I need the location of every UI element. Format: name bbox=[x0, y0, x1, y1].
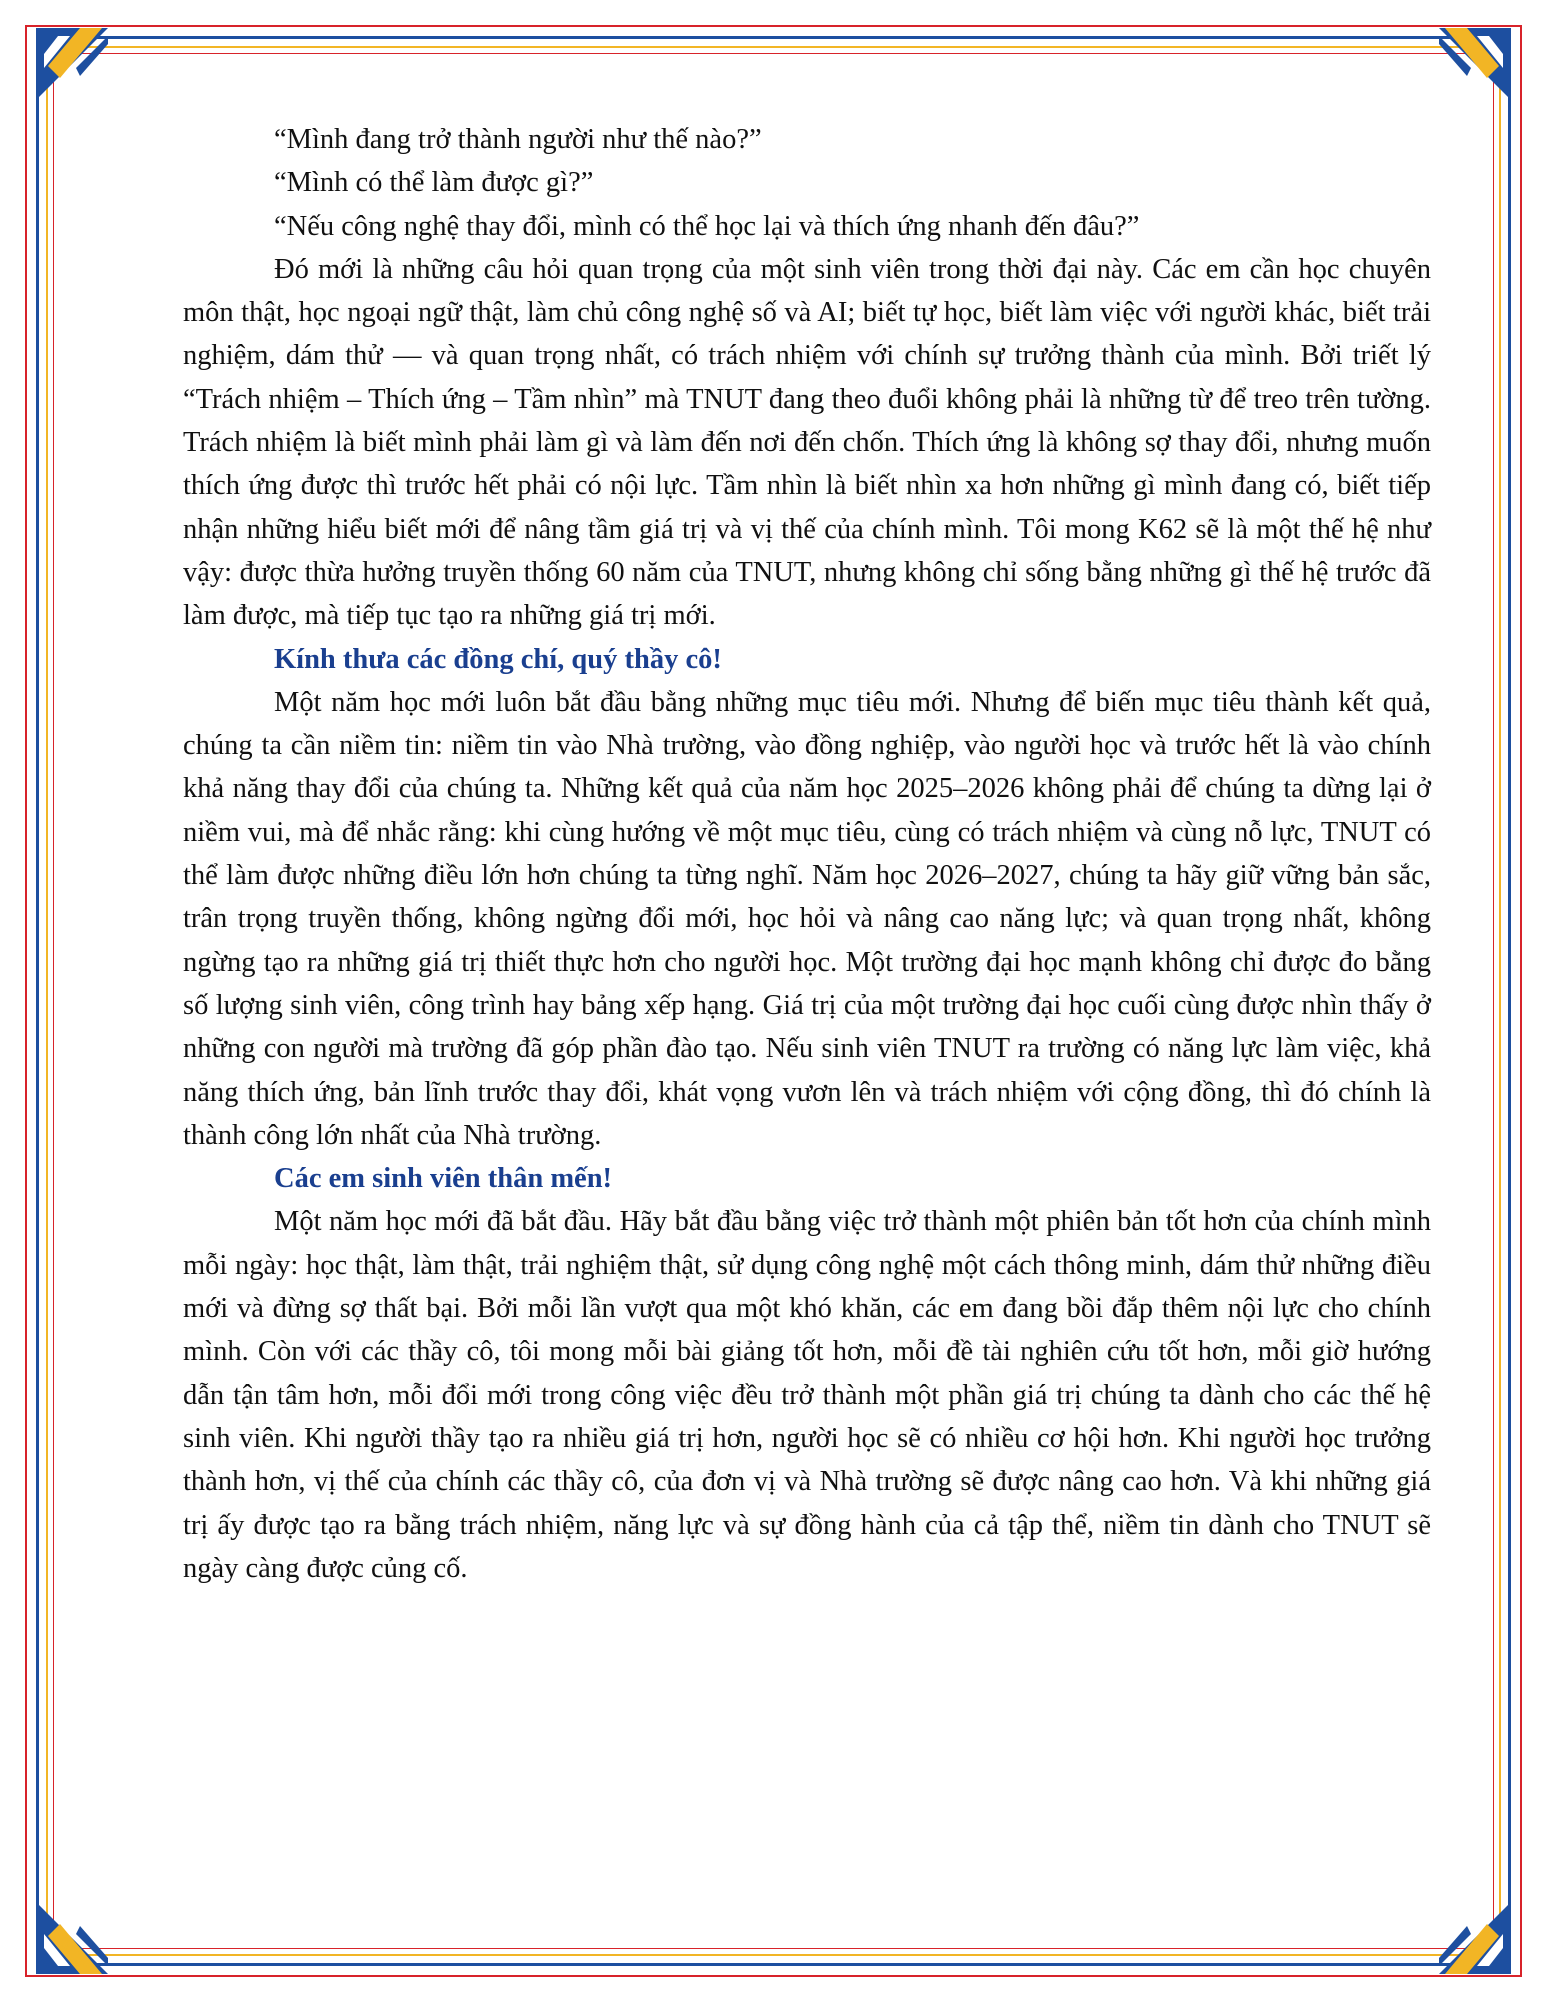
body-paragraph: Một năm học mới đã bắt đầu. Hãy bắt đầu bằng việc trở thành một phiên bản tốt hơn của chính mình mỗi ngày: học thật, làm thật, trải nghiệm thật, sử dụng công nghệ một cách thông minh, dám thử những điều mới và đừng sợ thất bại. Bởi mỗi lần vượt qua một khó khăn, các em đang bồi đắp thêm nội lực cho chính mình. Còn với các thầy cô, tôi mong mỗi bài giảng tốt hơn, mỗi đề tài nghiên cứu tốt hơn, mỗi giờ hướng dẫn tận tâm hơn, mỗi đổi mới trong công việc đều trở thành một phần giá trị chúng ta dành cho các thế hệ sinh viên. Khi người thầy tạo ra nhiều giá trị hơn, người học sẽ có nhiều cơ hội hơn. Khi người học trưởng thành hơn, vị thế của chính các thầy cô, của đơn vị và Nhà trường sẽ được nâng cao hơn. Và khi những giá trị ấy được tạo ra bằng trách nhiệm, năng lực và sự đồng hành của cả tập thể, niềm tin dành cho TNUT sẽ ngày càng được củng cố. bbox=[183, 1206, 1431, 1584]
body-paragraph: Một năm học mới luôn bắt đầu bằng những mục tiêu mới. Nhưng để biến mục tiêu thành kết quả, chúng ta cần niềm tin: niềm tin vào Nhà trường, vào đồng nghiệp, vào người học và trước hết là vào chính khả năng thay đổi của chúng ta. Những kết quả của năm học 2025–2026 không phải để chúng ta dừng lại ở niềm vui, mà để nhắc rằng: khi cùng hướng về một mục tiêu, cùng có trách nhiệm và cùng nỗ lực, TNUT có thể làm được những điều lớn hơn chúng ta từng nghĩ. Năm học 2026–2027, chúng ta hãy giữ vững bản sắc, trân trọng truyền thống, không ngừng đổi mới, học hỏi và nâng cao năng lực; và quan trọng nhất, không ngừng tạo ra những giá trị thiết thực hơn cho người học. Một trường đại học mạnh không chỉ được đo bằng số lượng sinh viên, công trình hay bảng xếp hạng. Giá trị của một trường đại học cuối cùng được nhìn thấy ở những con người mà trường đã góp phần đào tạo. Nếu sinh viên TNUT ra trường có năng lực làm việc, khả năng thích ứng, bản lĩnh trước thay đổi, khát vọng vươn lên và trách nhiệm với cộng đồng, thì đó chính là thành công lớn nhất của Nhà trường. bbox=[183, 686, 1431, 1151]
quote-line: “Mình có thể làm được gì?” bbox=[274, 167, 594, 199]
corner-ornament-icon bbox=[36, 28, 108, 100]
section-heading: Kính thưa các đồng chí, quý thầy cô! bbox=[274, 643, 722, 675]
corner-ornament-icon bbox=[36, 1902, 108, 1974]
quote-line: “Nếu công nghệ thay đổi, mình có thể học lại và thích ứng nhanh đến đâu?” bbox=[274, 210, 1140, 242]
body-paragraph: Đó mới là những câu hỏi quan trọng của một sinh viên trong thời đại này. Các em cần học chuyên môn thật, học ngoại ngữ thật, làm chủ công nghệ số và AI; biết tự học, biết làm việc với người khác, biết trải nghiệm, dám thử — và quan trọng nhất, có trách nhiệm với chính sự trưởng thành của mình. Bởi triết lý “Trách nhiệm – Thích ứng – Tầm nhìn” mà TNUT đang theo đuổi không phải là những từ để treo trên tường. Trách nhiệm là biết mình phải làm gì và làm đến nơi đến chốn. Thích ứng là không sợ thay đổi, nhưng muốn thích ứng được thì trước hết phải có nội lực. Tầm nhìn là biết nhìn xa hơn những gì mình đang có, biết tiếp nhận những hiểu biết mới để nâng tầm giá trị và vị thế của chính mình. Tôi mong K62 sẽ là một thế hệ như vậy: được thừa hưởng truyền thống 60 năm của TNUT, nhưng không chỉ sống bằng những gì thế hệ trước đã làm được, mà tiếp tục tạo ra những giá trị mới. bbox=[183, 253, 1431, 632]
quote-line: “Mình đang trở thành người như thế nào?” bbox=[274, 124, 762, 155]
document-body bbox=[183, 118, 1431, 1590]
corner-ornament-icon bbox=[1439, 1902, 1511, 1974]
section-heading: Các em sinh viên thân mến! bbox=[274, 1163, 613, 1195]
corner-ornament-icon bbox=[1439, 28, 1511, 100]
